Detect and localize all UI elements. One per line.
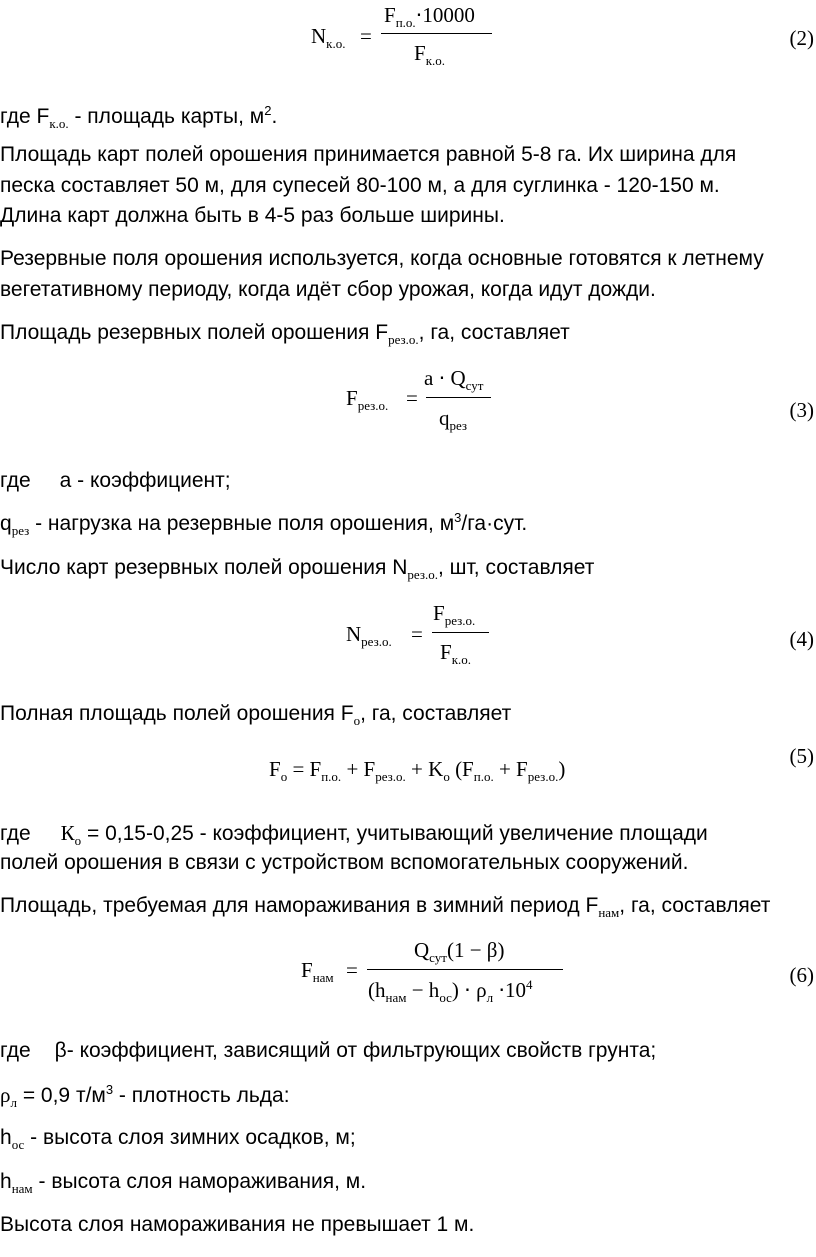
eq3-numerator: $a \cdot Q_{сут}$	[424, 366, 484, 393]
p8-total-area-intro: Полная площадь полей орошения $F_о$, га, составляет	[0, 702, 512, 728]
eq3-fraction-bar	[426, 397, 491, 398]
eq4-number: (4)	[789, 627, 814, 651]
eq4-equals: =	[411, 622, 423, 646]
eq2-numerator: $F_{п.о.}\cdot 10000$	[384, 3, 475, 30]
p14-freezing-height: $h_{нам}$ - высота слоя намораживания, м.	[0, 1170, 367, 1196]
eq6-number: (6)	[789, 963, 814, 987]
eq2-denominator: $F_{к.о.}$	[414, 41, 446, 68]
p15-max-height: Высота слоя намораживания не превышает 1 м.	[0, 1213, 475, 1236]
eq2-lhs: $N_{к.о.}$	[311, 24, 346, 51]
p7-reserve-cards-intro: Число карт резервных полей орошения $N_{рез.о.}$, шт, составляет	[0, 556, 595, 582]
p3-line-2: вегетативному периоду, когда идёт сбор урожая, когда идут дожди.	[0, 278, 656, 301]
eq6-equals: =	[346, 958, 358, 982]
p9-line-1: где $К_о = 0,15-0,25$ - коэффициент, учитывающий увеличение площади	[0, 821, 708, 848]
eq4-denominator: $F_{к.о.}$	[440, 640, 472, 667]
p5-where-coef: где а - коэффициент;	[0, 469, 231, 492]
eq2-number: (2)	[789, 26, 814, 50]
eq3-equals: =	[406, 386, 418, 410]
eq4-fraction-bar	[432, 632, 489, 633]
eq3-number: (3)	[789, 398, 814, 422]
p2-line-1: Площадь карт полей орошения принимается равной 5-8 га. Их ширина для	[0, 143, 737, 166]
eq4-numerator: $F_{рез.о.}$	[433, 601, 476, 628]
p2-line-2: песка составляет 50 м, для супесей 80-100 м, а для суглинка - 120-150 м.	[0, 174, 720, 197]
p11-where-beta: где β- коэффициент, зависящий от фильтрующих свойств грунта;	[0, 1039, 657, 1062]
eq6-numerator: $Q_{сут}(1 - \beta)$	[414, 938, 505, 965]
p4-reserve-area-intro: Площадь резервных полей орошения $F_{рез.о.}$, га, составляет	[0, 321, 570, 347]
eq6-fraction-bar	[367, 969, 563, 970]
p10-freezing-area-intro: Площадь, требуемая для намораживания в зимний период $F_{нам}$, га, составляет	[0, 894, 771, 920]
eq2-equals: =	[360, 24, 372, 48]
eq5-formula: $F_о = F_{п.о.} + F_{рез.о.} + K_о$ $(F_{п.о.} + F_{рез.о.})$	[269, 757, 566, 784]
p9-line-2: полей орошения в связи с устройством вспомогательных сооружений.	[0, 851, 689, 874]
p13-winter-precip: $h_{ос}$ - высота слоя зимних осадков, м;	[0, 1126, 356, 1152]
p1-where-area: где $F_{к.о.}$ - площадь карты, $м^2$.	[0, 103, 278, 131]
eq3-denominator: $q_{рез}$	[439, 406, 468, 433]
eq6-lhs: $F_{нам}$	[301, 958, 334, 985]
p3-line-1: Резервные поля орошения используется, когда основные готовятся к летнему	[0, 247, 764, 270]
eq2-fraction-bar	[381, 33, 492, 34]
eq3-lhs: $F_{рез.о.}$	[346, 386, 389, 413]
eq6-denominator: $(h_{нам} - h_{ос}) \cdot \rho_л \cdot 10^4$	[368, 977, 533, 1005]
eq4-lhs: $N_{рез.о.}$	[346, 622, 392, 649]
p2-line-3: Длина карт должна быть в 4-5 раз больше ширины.	[0, 204, 505, 227]
eq5-number: (5)	[789, 744, 814, 768]
p12-ice-density: $\rho_л = 0,9$ $т/м^3$ - плотность льда:	[0, 1082, 290, 1110]
p6-reserve-load: $q_{рез}$ - нагрузка на резервные поля орошения, $м^3/га\cdot сут$.	[0, 510, 528, 538]
